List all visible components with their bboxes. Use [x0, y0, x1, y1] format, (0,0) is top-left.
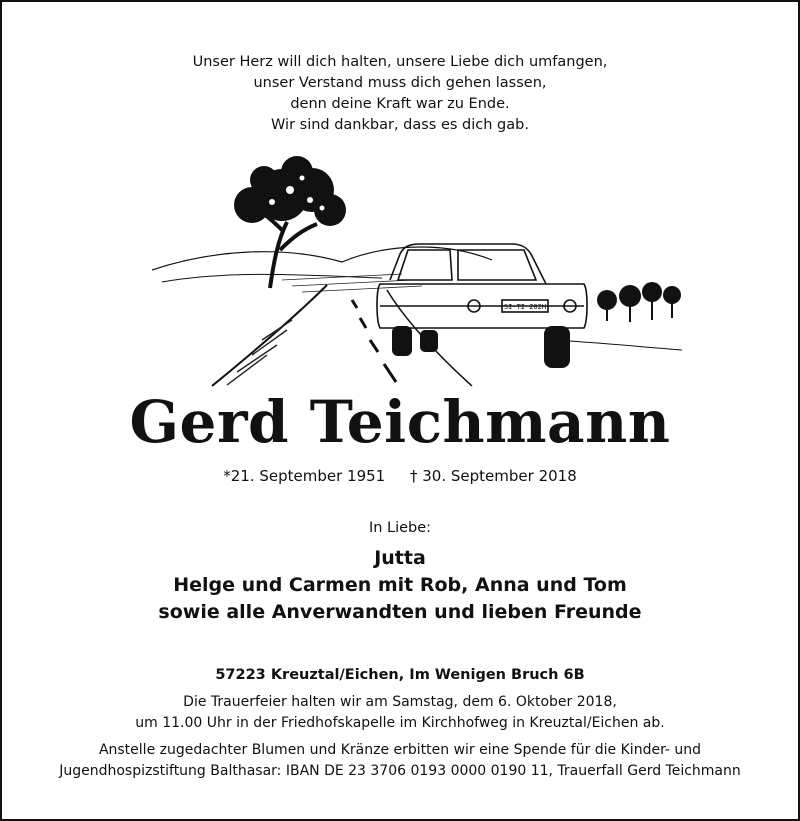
distant-trees [597, 282, 681, 322]
mourners-intro: In Liebe: [368, 520, 432, 536]
mourners-list [2, 545, 798, 626]
poem [2, 52, 798, 136]
donation-info [2, 740, 798, 782]
mourner-line: Helge und Carmen mit Rob, Anna und Tom [173, 574, 627, 596]
donation-line: Jugendhospizstiftung Balthasar: IBAN DE 23 3706 0193 0000 0190 11, Trauerfall Gerd Teichmann [59, 763, 741, 779]
ceremony-line: um 11.00 Uhr in der Friedhofskapelle im Kirchhofweg in Kreuztal/Eichen ab. [135, 715, 665, 731]
road-dashes [352, 300, 396, 382]
license-plate: SI·TI 202H [503, 303, 547, 311]
death-date: † 30. September 2018 [410, 467, 577, 485]
poem-line: denn deine Kraft war zu Ende. [290, 96, 510, 112]
mourner-line: Jutta [374, 547, 426, 569]
ceremony-line: Die Trauerfeier halten wir am Samstag, dem 6. Oktober 2018, [183, 694, 617, 710]
ground-line [552, 340, 682, 350]
poem-line: Unser Herz will dich halten, unsere Liebe dich umfangen, [192, 54, 608, 70]
car-landscape-illustration [152, 150, 692, 390]
poem-line: unser Verstand muss dich gehen lassen, [253, 75, 547, 91]
poem-line: Wir sind dankbar, dass es dich gab. [271, 117, 529, 133]
family-address: 57223 Kreuztal/Eichen, Im Wenigen Bruch 6B [215, 667, 585, 683]
hill-shading [282, 274, 422, 292]
life-dates [2, 467, 798, 485]
mourner-line: sowie alle Anverwandten und lieben Freunde [158, 601, 642, 623]
road-shading [227, 320, 292, 385]
deceased-name: Gerd Teichmann [129, 388, 671, 456]
ceremony-info [2, 692, 798, 734]
birth-date: *21. September 1951 [223, 467, 386, 485]
donation-line: Anstelle zugedachter Blumen und Kränze erbitten wir eine Spende für die Kinder- und [98, 742, 702, 758]
